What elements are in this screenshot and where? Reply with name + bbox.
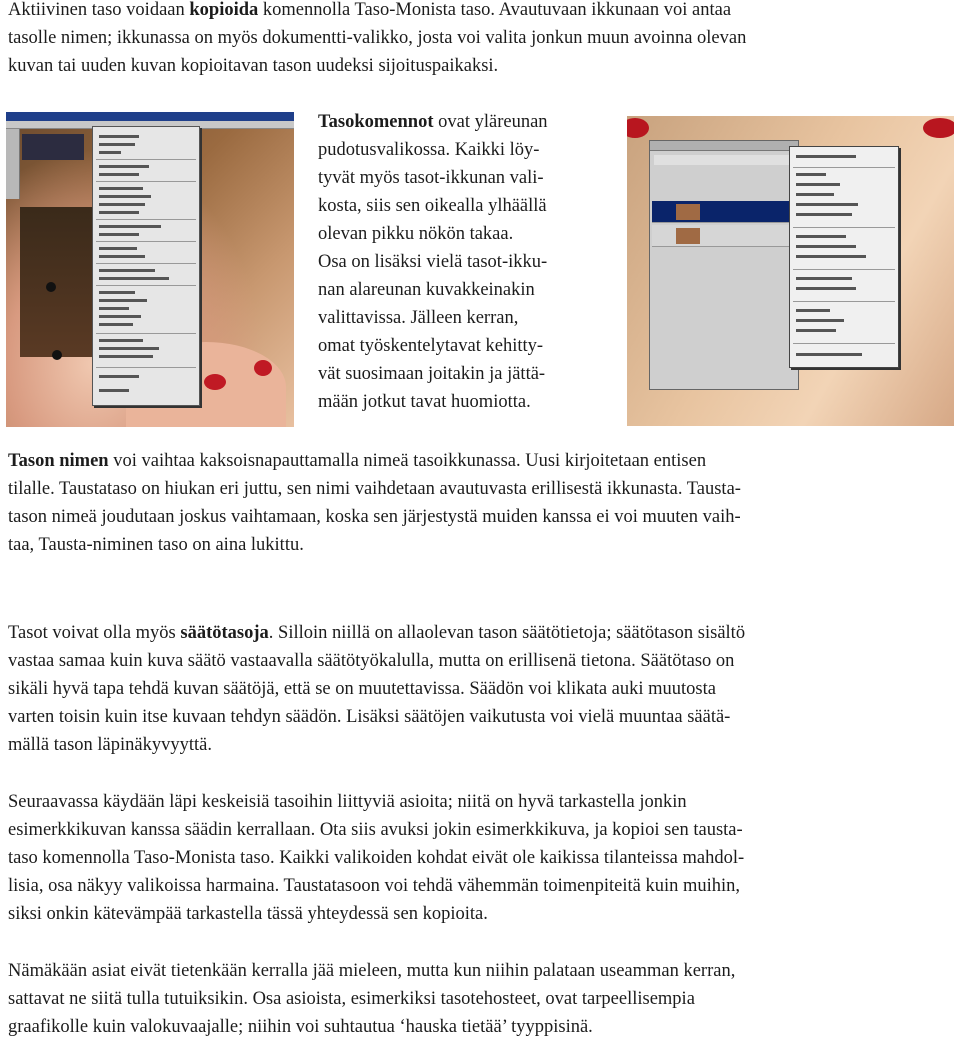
text-line: Tasokomennot ovat yläreunan: [318, 112, 548, 132]
emphasis: Tasokomennot: [318, 112, 434, 132]
text-line: tilalle. Taustataso on hiukan eri juttu, sen nimi vaihdetaan avautuvasta erillisestä ikkunasta. Tausta-: [8, 479, 741, 499]
text-line: tasolle nimen; ikkunassa on myös dokumentti-valikko, josta voi valita jonkun muun avoinna olevan: [8, 28, 747, 48]
text-line: Osa on lisäksi vielä tasot-ikku-: [318, 252, 548, 272]
text-line: vastaa samaa kuin kuva säätö vastaavalla säätötyökalulla, mutta on erillisenä tietona. Säätötaso on: [8, 651, 735, 671]
text-line: valittavissa. Jälleen kerran,: [318, 308, 519, 328]
layers-palette-screenshot: [627, 116, 954, 426]
text-line: varten toisin kuin itse kuvaan tehdyn säädön. Lisäksi säätöjen vaikutusta voi vielä muuntaa säätä-: [8, 707, 731, 727]
text-line: pudotusvalikossa. Kaikki löy-: [318, 140, 540, 160]
text-line: mällä tason läpinäkyvyyttä.: [8, 735, 212, 755]
text-line: siksi onkin kätevämpää tarkastella tässä yhteydessä sen kopioita.: [8, 904, 488, 924]
text-line: sikäli hyvä tapa tehdä kuvan säätöjä, että se on muutettavissa. Säädön voi klikata auki muutosta: [8, 679, 716, 699]
text-line: nan alareunan kuvakkeinakin: [318, 280, 535, 300]
adjustment-layers-paragraph: [8, 619, 952, 759]
text-line: tyvät myös tasot-ikkunan vali-: [318, 168, 544, 188]
text-line: omat työskentelytavat kehitty-: [318, 336, 544, 356]
text-line: Nämäkään asiat eivät tietenkään kerralla jää mieleen, mutta kun niihin palataan useamman kerran,: [8, 961, 736, 981]
text-line: lisia, osa näkyy valikoissa harmaina. Taustatasoon voi tehdä vähemmän toimenpiteitä kuin muihin,: [8, 876, 741, 896]
closing-paragraph: [8, 957, 952, 1041]
walkthrough-paragraph: [8, 788, 952, 928]
text-line: Tason nimen voi vaihtaa kaksoisnapauttamalla nimeä tasoikkunassa. Uusi kirjoitetaan entisen: [8, 451, 707, 471]
emphasis: kopioida: [189, 0, 259, 20]
intro-paragraph: [8, 0, 952, 80]
text-line: esimerkkikuvan kanssa säädin kerrallaan. Ota siis avuksi jokin esimerkkikuva, ja kopioi sen tausta-: [8, 820, 743, 840]
layer-name-paragraph: [8, 447, 952, 559]
emphasis: säätötasoja: [180, 623, 269, 643]
text-line: graafikolle kuin valokuvaajalle; niihin voi suhtautua ‘hauska tietää’ tyyppisinä.: [8, 1017, 593, 1037]
text-line: kuvan tai uuden kuvan kopioitavan tason uudeksi sijoituspaikaksi.: [8, 56, 499, 76]
text-line: vät suosimaan joitakin ja jättä-: [318, 364, 546, 384]
emphasis: Tason nimen: [8, 451, 109, 471]
text-line: olevan pikku nökön takaa.: [318, 224, 514, 244]
text-line: tason nimeä joudutaan joskus vaihtamaan, koska sen järjestystä muiden kanssa ei voi muuten vaih-: [8, 507, 741, 527]
layer-menu-screenshot: [6, 112, 294, 427]
text-line: Aktiivinen taso voidaan kopioida komennolla Taso-Monista taso. Avautuvaan ikkunaan voi antaa: [8, 0, 732, 20]
text-line: Tasot voivat olla myös säätötasoja. Silloin niillä on allaolevan tason säätötietoja; säätötason sisältö: [8, 623, 746, 643]
text-line: taso komennolla Taso-Monista taso. Kaikki valikoiden kohdat eivät ole kaikissa tilanteissa mahdol-: [8, 848, 745, 868]
text-line: sattavat ne siitä tulla tutuiksikin. Osa asioista, esimerkiksi tasotehosteet, ovat tarpeellisempia: [8, 989, 695, 1009]
text-line: taa, Tausta-niminen taso on aina lukittu.: [8, 535, 304, 555]
text-line: mään jotkut tavat huomiotta.: [318, 392, 531, 412]
text-line: kosta, siis sen oikealla ylhäällä: [318, 196, 547, 216]
text-line: Seuraavassa käydään läpi keskeisiä tasoihin liittyviä asioita; niitä on hyvä tarkastella jonkin: [8, 792, 687, 812]
layer-commands-paragraph: [318, 108, 618, 416]
